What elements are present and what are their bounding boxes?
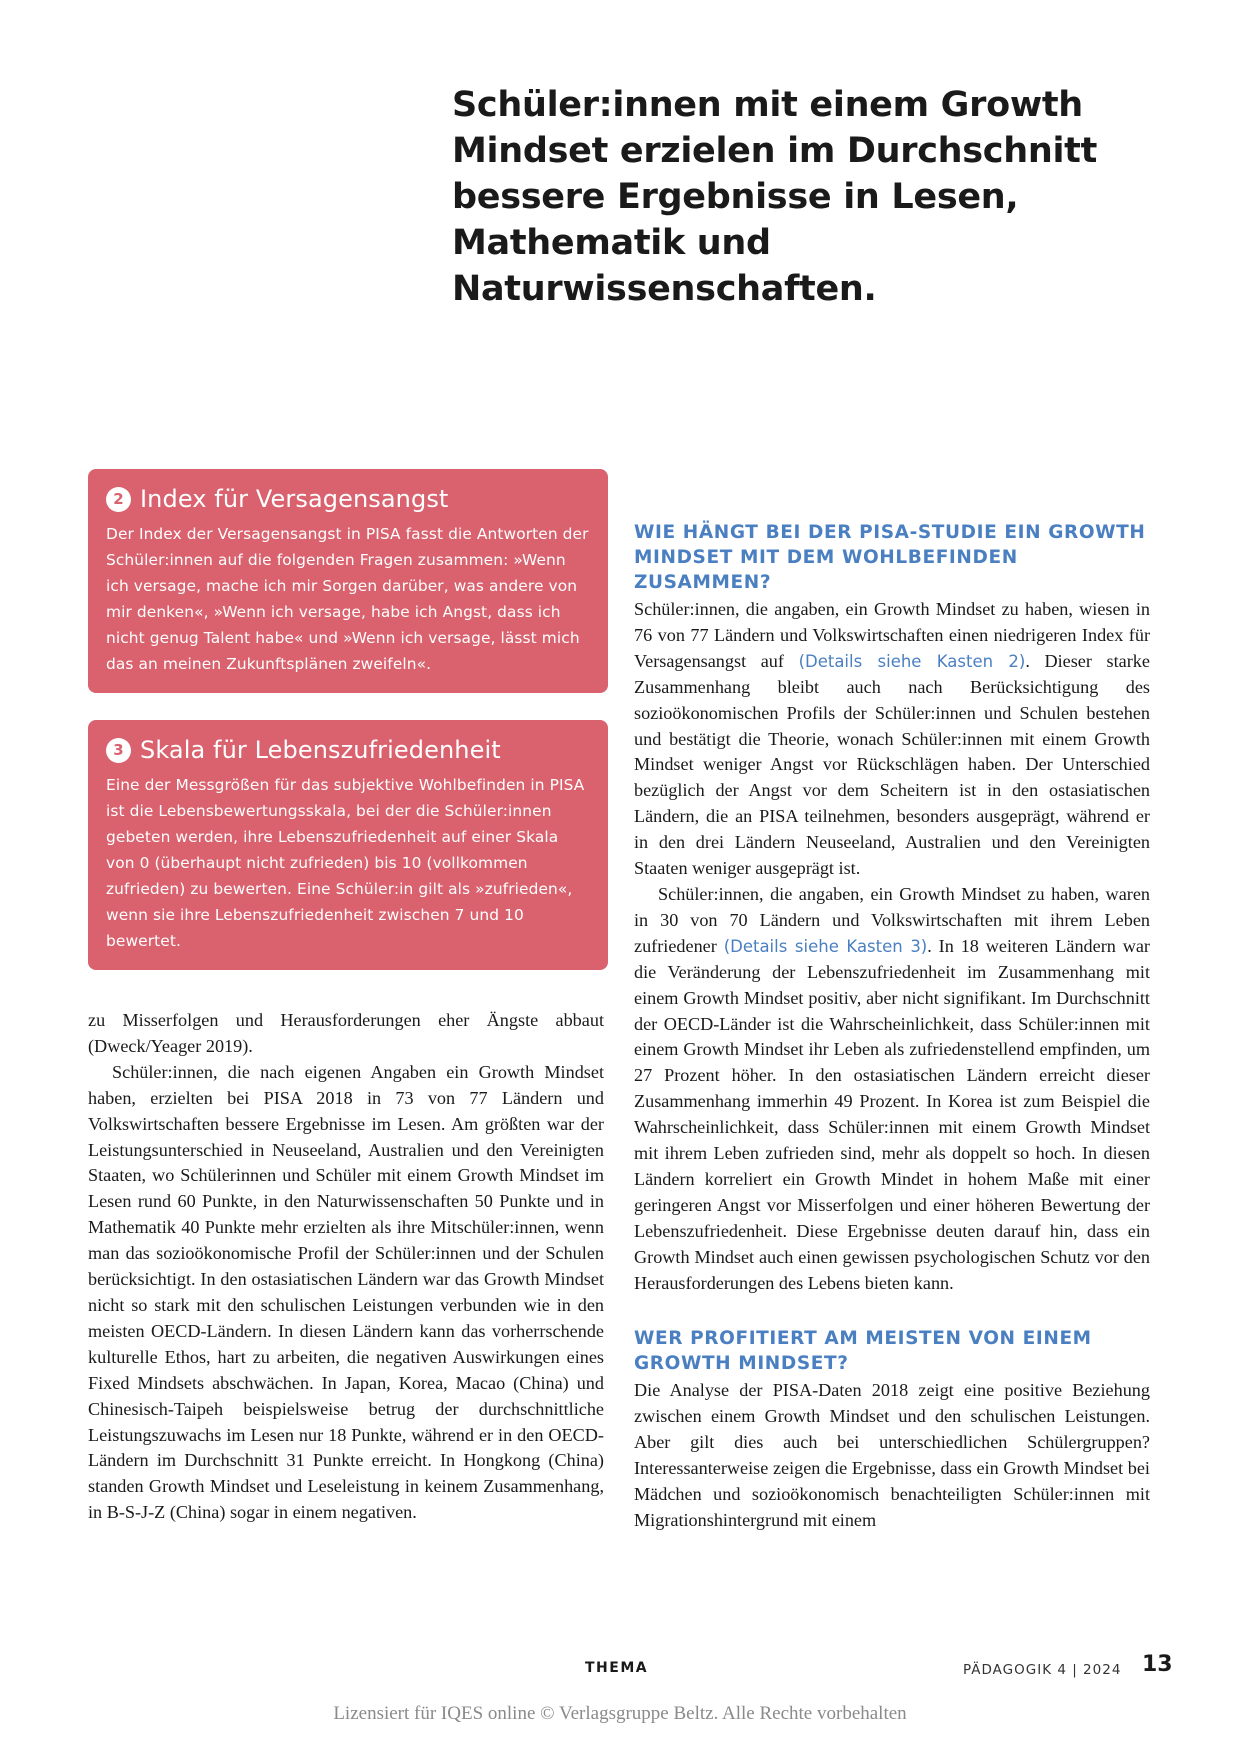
box-reference-link[interactable]: (Details siehe Kasten 2) [798,651,1026,671]
box-text: Eine der Messgrößen für das subjektive Wohlbefinden in PISA ist die Lebensbewertungsskala, bei der die Schüler:innen gebeten werden, ihre Lebenszufriedenheit auf einer Skala von 0 (überhaupt nicht zufrieden) bis 10 (vollkommen zufrieden) zu bewerten. Eine Schüler:in gilt als »zufrieden«, wenn sie ihre Lebenszufriedenheit zwischen 7 und 10 bewertet. [106,776,585,950]
license-notice: Lizensiert für IQES online © Verlagsgruppe Beltz. Alle Rechte vorbehalten [333,1703,907,1724]
right-column [634,520,1150,1534]
paragraph [634,597,1150,882]
info-box-lebenszufriedenheit [88,720,608,970]
left-body-text [88,1008,604,1526]
left-column [88,469,604,1526]
paragraph-text: . Dieser starke Zusammenhang bleibt auch nach Berücksichtigung des sozioökonomischen Profils der Schüler:innen und Schulen bestehen und bestätigt die Theorie, wonach Schüler:innen mit einem Growth Mindset weniger Angst vor Rückschlägen haben. Der Unterschied bezüglich der Angst vor dem Scheitern ist in den ostasiatischen Ländern, die an PISA teilnehmen, besonders ausgeprägt, während er in den drei Ländern Neuseeland, Australien und den Vereinigten Staaten weniger ausgeprägt ist. [634,650,1150,879]
footer-section-label: THEMA [585,1660,649,1676]
box-text: Der Index der Versagensangst in PISA fasst die Antworten der Schüler:innen auf die folgenden Fragen zusammen: »Wenn ich versage, mache ich mir Sorgen darüber, was andere von mir denken«, »Wenn ich versage, habe ich Angst, dass ich nicht genug Talent habe« und »Wenn ich versage, lässt mich das an meinen Zukunftsplänen zweifeln«. [106,525,589,673]
page-title: Schüler:innen mit einem Growth Mindset erzielen im Durchschnitt bessere Ergebnisse in Lesen, Mathematik und Naturwissenschaften. [452,85,1098,309]
paragraph: Schüler:innen, die nach eigenen Angaben ein Growth Mindset haben, erzielten bei PISA 2018 in 73 von 77 Ländern und Volkswirtschaften bessere Ergebnisse im Lesen. Am größten war der Leistungsunterschied in Neuseeland, Australien und den Vereinigten Staaten, wo Schülerinnen und Schüler mit einem Growth Mindset im Lesen rund 60 Punkte, in den Naturwissenschaften 50 Punkte und in Mathematik 40 Punkte mehr erzielten als ihre Mitschüler:innen, wenn man das sozioökonomische Profil der Schüler:innen und der Schulen berücksichtigt. In den ostasiatischen Ländern war das Growth Mindset nicht so stark mit den schulischen Leistungen verbunden wie in den meisten OECD-Ländern. In diesen Ländern kann das vorherrschende kulturelle Ethos, hart zu arbeiten, die negativen Auswirkungen eines Fixed Mindsets abschwächen. In Japan, Korea, Macao (China) und Chinesisch-Taipeh beispielsweise betrug der durchschnittliche Leistungszuwachs im Lesen nur 18 Punkte, während er in den OECD-Ländern im Durchschnitt 31 Punkte erreicht. In Hongkong (China) standen Growth Mindset und Leseleistung in keinem Zusammenhang, in B-S-J-Z (China) sogar in einem negativen. [88,1061,604,1523]
paragraph-text: Schüler:innen, die angaben, ein Growth Mindset zu haben, wiesen in 76 von 77 Ländern und Volkswirtschaften einen niedrigeren Index für Versagensangst auf [634,599,1150,671]
box-title: Index für Versagensangst [140,485,449,513]
box-header [106,736,590,764]
paragraph [634,882,1150,1297]
box-title: Skala für Lebenszufriedenheit [140,736,501,764]
box-reference-link[interactable]: (Details siehe Kasten 3) [723,936,928,956]
number-badge-icon: 3 [106,738,131,763]
number-badge-icon: 2 [106,487,131,512]
section-heading-profitiert: WER PROFITIERT AM MEISTEN VON EINEM GROWTH MINDSET? [634,1328,1092,1375]
paragraph-text: Schüler:innen, die angaben, ein Growth Mindset zu haben, waren in 30 von 70 Ländern und Volkswirtschaften mit ihrem Leben zufriedener [634,883,1150,956]
paragraph: zu Misserfolgen und Herausforderungen eher Ängste abbaut (Dweck/Yeager 2019). [88,1010,604,1056]
paragraph: Die Analyse der PISA-Daten 2018 zeigt eine positive Beziehung zwischen einem Growth Mindset und den schulischen Leistungen. Aber gilt dies auch bei unterschiedlichen Schülergruppen? Interessanterweise zeigen die Ergebnisse, dass ein Growth Mindset bei Mädchen und sozioökonomisch benachteiligten Schüler:innen mit Migrationshintergrund mit einem [634,1380,1150,1530]
box-header [106,485,590,513]
footer-journal-issue: PÄDAGOGIK 4 | 2024 [963,1662,1122,1678]
info-box-versagensangst [88,469,608,693]
section-heading-wohlbefinden: WIE HÄNGT BEI DER PISA-STUDIE EIN GROWTH MINDSET MIT DEM WOHLBEFINDEN ZUSAMMEN? [634,522,1146,593]
paragraph-text: . In 18 weiteren Ländern war die Veränderung der Lebenszufriedenheit im Zusammenhang mit einem Growth Mindset positiv, aber nicht signifikant. Im Durchschnitt der OECD-Länder ist die Wahrscheinlichkeit, dass Schüler:innen mit einem Growth Mindset ihr Leben als zufriedenstellend empfinden, um 27 Prozent höher. In den ostasiatischen Ländern erreicht dieser Zusammenhang immerhin 49 Prozent. In Korea ist zum Beispiel die Wahrscheinlichkeit, dass Schüler:innen mit einem Growth Mindset mit ihrem Leben zufrieden sind, mehr als doppelt so hoch. In diesen Ländern korreliert ein Growth Mindet in hohem Maße mit einer geringeren Angst vor Misserfolgen und einer höheren Bewertung der Lebenszufriedenheit. Diese Ergebnisse deuten darauf hin, dass ein Growth Mindset auch einen gewissen psychologischen Schutz vor den Herausforderungen des Lebens bieten kann. [634,935,1150,1293]
page-number: 13 [1142,1652,1173,1677]
